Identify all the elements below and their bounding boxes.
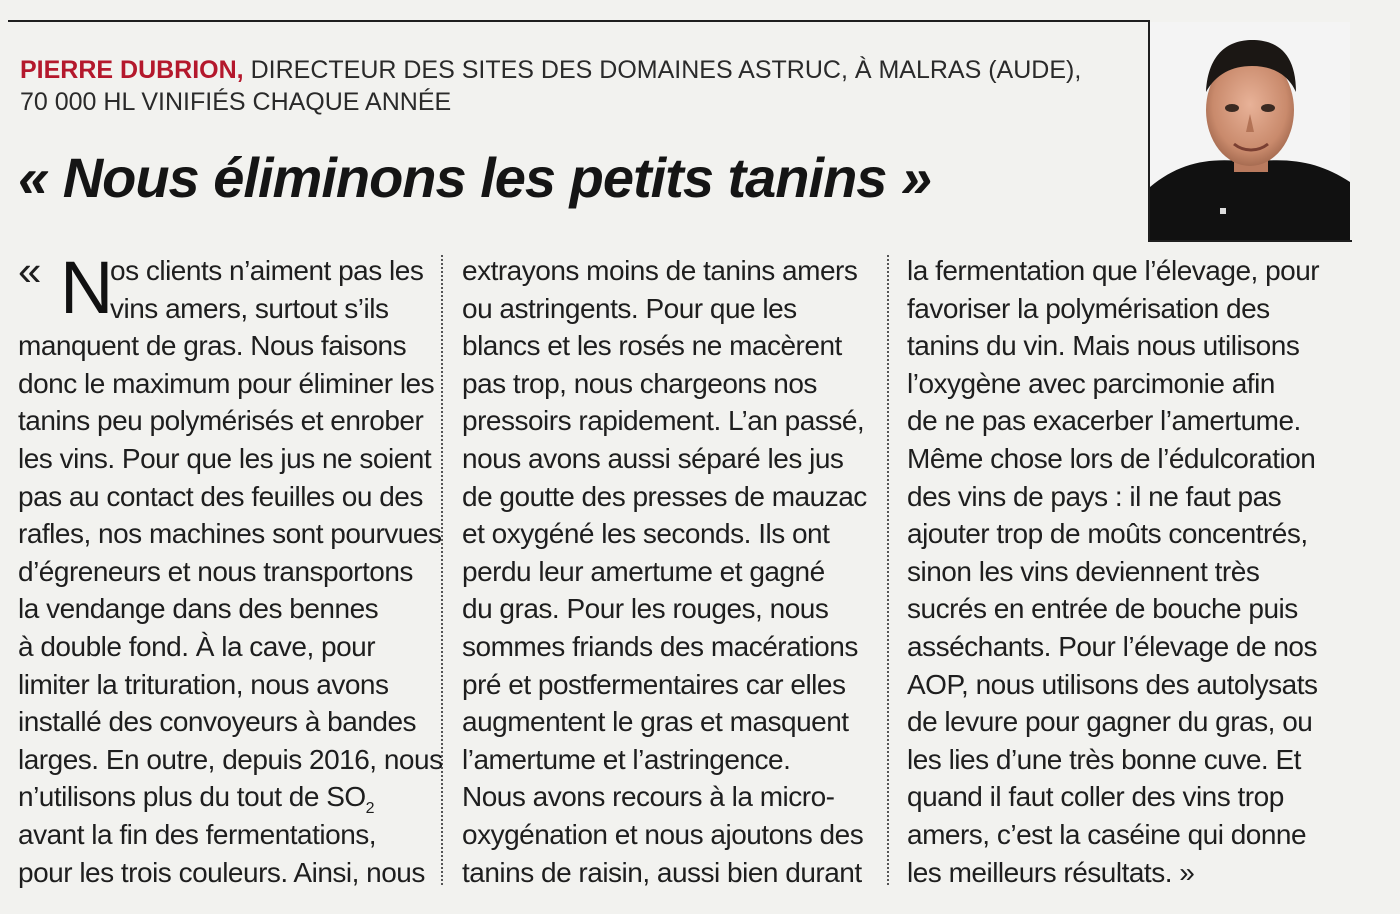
col3-line-11: asséchants. Pour l’élevage de nos bbox=[907, 630, 1317, 662]
byline-volume: 70 000 HL VINIFIÉS CHAQUE ANNÉE bbox=[20, 88, 452, 116]
col2-line-15: Nous avons recours à la micro- bbox=[462, 781, 835, 813]
col3-line-7: des vins de pays : il ne faut pas bbox=[907, 480, 1282, 512]
col3-line-5: de ne pas exacerber l’amertume. bbox=[907, 405, 1301, 437]
col1-line-6: les vins. Pour que les jus ne soient bbox=[18, 442, 432, 474]
col1-line-5: tanins peu polymérisés et enrober bbox=[18, 405, 424, 437]
col3-line-9: sinon les vins deviennent très bbox=[907, 555, 1260, 587]
col2-line-13: augmentent le gras et masquent bbox=[462, 706, 849, 738]
frame-top-rule bbox=[8, 20, 1150, 22]
col2-line-7: de goutte des presses de mauzac bbox=[462, 480, 867, 512]
byline-role: DIRECTEUR DES SITES DES DOMAINES ASTRUC, À MALRAS (AUDE), bbox=[250, 56, 1082, 84]
article-column-2 bbox=[462, 252, 872, 891]
col1-line-16: avant la fin des fermentations, bbox=[18, 818, 377, 850]
col1-line-7: pas au contact des feuilles ou des bbox=[18, 480, 423, 512]
col1-line-15 bbox=[18, 778, 433, 816]
col1-line-9: d’égreneurs et nous transportons bbox=[18, 555, 413, 587]
col3-line-3: tanins du vin. Mais nous utilisons bbox=[907, 330, 1300, 362]
col1-line-13: installé des convoyeurs à bandes bbox=[18, 706, 417, 738]
frame-photo-bottom-rule bbox=[1148, 240, 1352, 242]
col1-line-11: à double fond. À la cave, pour bbox=[18, 630, 376, 662]
dropcap-letter: N bbox=[60, 246, 113, 329]
col3-line-15: quand il faut coller des vins trop bbox=[907, 781, 1284, 813]
byline-name: PIERRE DUBRION, bbox=[20, 56, 244, 84]
col1-line-10: la vendange dans des bennes bbox=[18, 593, 379, 625]
col2-line-16: oxygénation et nous ajoutons des bbox=[462, 818, 864, 850]
col2-line-8: et oxygéné les seconds. Ils ont bbox=[462, 518, 830, 550]
col1-line-4: donc le maximum pour éliminer les bbox=[18, 367, 435, 399]
col2-line-6: nous avons aussi séparé les jus bbox=[462, 442, 844, 474]
col2-line-5: pressoirs rapidement. L’an passé, bbox=[462, 405, 865, 437]
col3-line-4: l’oxygène avec parcimonie afin bbox=[907, 367, 1275, 399]
column-divider-1 bbox=[441, 255, 443, 885]
col2-line-4: pas trop, nous chargeons nos bbox=[462, 367, 817, 399]
col3-line-10: sucrés en entrée de bouche puis bbox=[907, 593, 1298, 625]
byline bbox=[20, 54, 1120, 118]
col2-line-17: tanins de raisin, aussi bien durant bbox=[462, 856, 862, 888]
opening-quote-mark: « bbox=[18, 247, 41, 294]
col2-line-2: ou astringents. Pour que les bbox=[462, 292, 797, 324]
col1-line-8: rafles, nos machines sont pourvues bbox=[18, 518, 442, 550]
col3-line-12: AOP, nous utilisons des autolysats bbox=[907, 668, 1318, 700]
col2-line-12: pré et postfermentaires car elles bbox=[462, 668, 846, 700]
so2-subscript: 2 bbox=[365, 800, 375, 818]
col3-line-14: les lies d’une très bonne cuve. Et bbox=[907, 743, 1301, 775]
col2-line-14: l’amertume et l’astringence. bbox=[462, 743, 791, 775]
col2-line-11: sommes friands des macérations bbox=[462, 630, 858, 662]
col1-line-3: manquent de gras. Nous faisons bbox=[18, 330, 407, 362]
col3-line-6: Même chose lors de l’édulcoration bbox=[907, 442, 1316, 474]
col1-line-17: pour les trois couleurs. Ainsi, nous bbox=[18, 856, 425, 888]
col2-line-9: perdu leur amertume et gagné bbox=[462, 555, 825, 587]
portrait-illustration bbox=[1150, 22, 1350, 240]
col3-line-1: la fermentation que l’élevage, pour bbox=[907, 255, 1320, 286]
col3-line-2: favoriser la polymérisation des bbox=[907, 292, 1270, 324]
col1-line-14: larges. En outre, depuis 2016, nous bbox=[18, 743, 443, 775]
col3-line-8: ajouter trop de moûts concentrés, bbox=[907, 518, 1308, 550]
article-headline: « Nous éliminons les petits tanins » bbox=[18, 146, 932, 209]
article-column-3 bbox=[907, 252, 1337, 891]
article-column-1 bbox=[18, 246, 443, 891]
col2-line-1: extrayons moins de tanins amers bbox=[462, 255, 858, 286]
col1-line-2: vins amers, surtout s’ils bbox=[110, 292, 389, 324]
col3-line-17: les meilleurs résultats. » bbox=[907, 856, 1195, 888]
col1-line-15-text: n’utilisons plus du tout de SO bbox=[18, 781, 366, 813]
col3-line-16: amers, c’est la caséine qui donne bbox=[907, 818, 1307, 850]
portrait-photo bbox=[1150, 22, 1350, 240]
col2-line-10: du gras. Pour les rouges, nous bbox=[462, 593, 829, 625]
column-divider-2 bbox=[887, 255, 889, 885]
col2-line-3: blancs et les rosés ne macèrent bbox=[462, 330, 842, 362]
col1-line-12: limiter la trituration, nous avons bbox=[18, 668, 389, 700]
col3-line-13: de levure pour gagner du gras, ou bbox=[907, 706, 1313, 738]
col1-line-1: os clients n’aiment pas les bbox=[110, 255, 424, 286]
